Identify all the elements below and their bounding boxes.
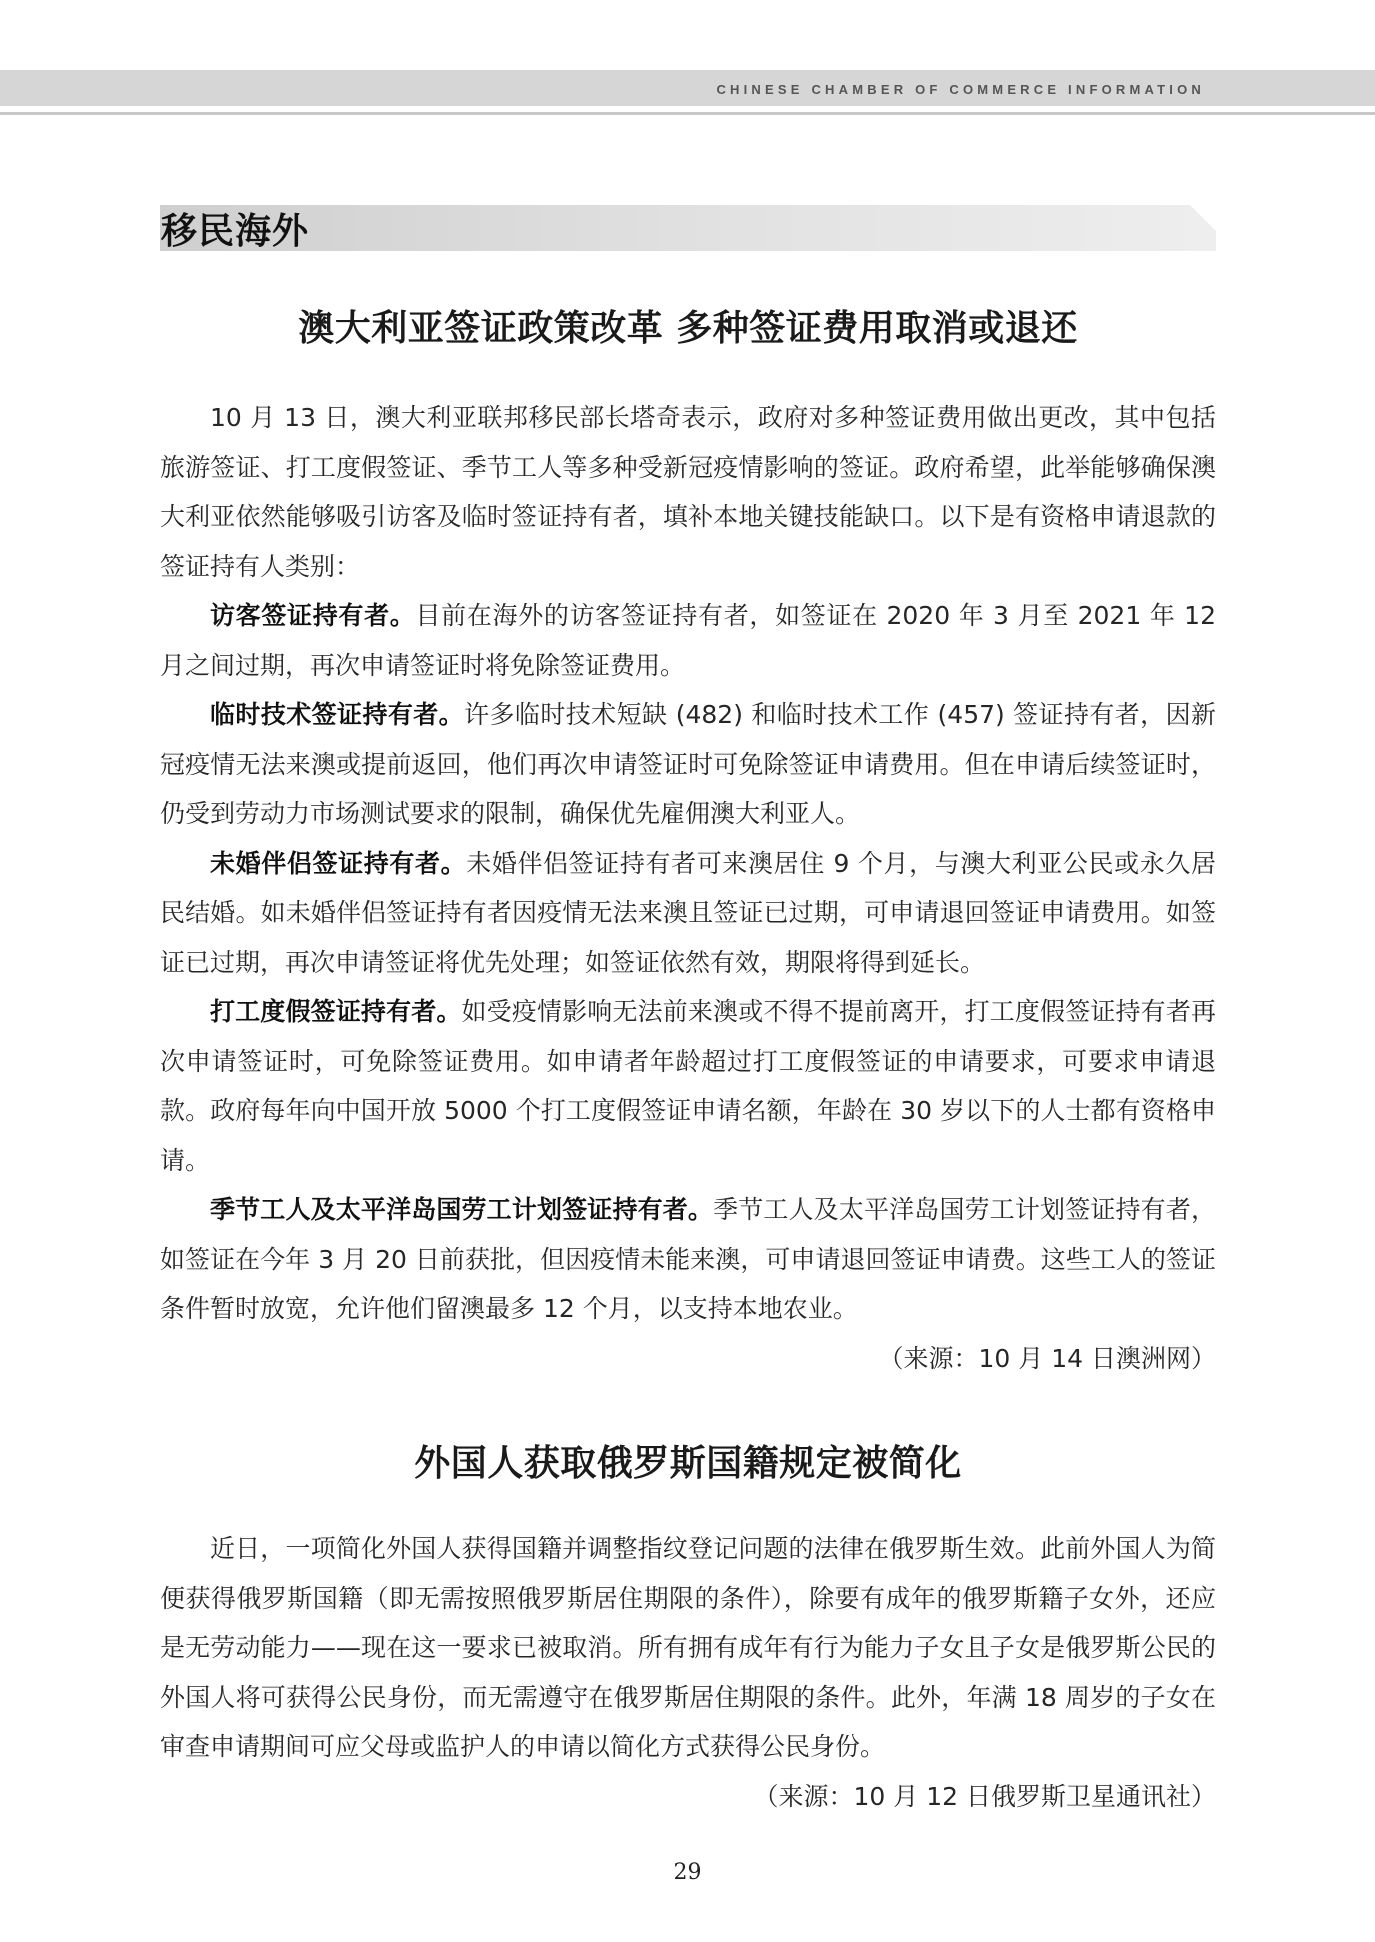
section-title: 移民海外 [161,211,310,252]
list-item [160,987,1216,1185]
item-lead: 未婚伴侣签证持有者。 [210,848,467,878]
article-australia-visa [160,300,1216,1383]
article-title: 外国人获取俄罗斯国籍规定被简化 [414,1443,962,1484]
item-lead: 打工度假签证持有者。 [210,997,462,1026]
item-text: 季节工人及太平洋岛国劳工计划签证持有者，如签证在今年 3 月 20 日前获批，但因疫情未能来澳，可申请退回签证申请费。这些工人的签证条件暂时放宽，允许他们留澳最多 12 个月，以支持本地农业。 [160,1195,1216,1323]
item-text: 目前在海外的访客签证持有者，如签证在 2020 年 3 月至 2021 年 12 月之间过期，再次申请签证时将免除签证费用。 [160,601,1216,680]
item-text: 许多临时技术短缺 (482) 和临时技术工作 (457) 签证持有者，因新冠疫情无法来澳或提前返回，他们再次申请签证时可免除签证申请费用。但在申请后续签证时，仍受到劳动力市场测试要求的限制，确保优先雇佣澳大利亚人。 [160,700,1216,828]
list-item [160,690,1216,839]
item-lead: 临时技术签证持有者。 [210,700,465,729]
item-text: 如受疫情影响无法前来澳或不得不提前离开，打工度假签证持有者再次申请签证时，可免除签证费用。如申请者年龄超过打工度假签证的申请要求，可要求申请退款。政府每年向中国开放 5000 个打工度假签证申请名额，年龄在 30 岁以下的人士都有资格申请。 [160,997,1216,1175]
article-source: （来源：10 月 14 日澳洲网） [878,1343,1216,1373]
item-lead: 访客签证持有者。 [210,601,416,630]
article-intro: 10 月 13 日，澳大利亚联邦移民部长塔奇表示，政府对多种签证费用做出更改，其中包括旅游签证、打工度假签证、季节工人等多种受新冠疫情影响的签证。政府希望，此举能够确保澳大利亚依然能够吸引访客及临时签证持有者，填补本地关键技能缺口。以下是有资格申请退款的签证持有人类别： [160,403,1216,581]
list-item [160,1185,1216,1334]
article-source: （来源：10 月 12 日俄罗斯卫星通讯社） [753,1781,1216,1811]
list-item [160,591,1216,690]
section-banner [160,205,1216,251]
item-text: 未婚伴侣签证持有者可来澳居住 9 个月，与澳大利亚公民或永久居民结婚。如未婚伴侣签证持有者因疫情无法来澳且签证已过期，可申请退回签证申请费用。如签证已过期，再次申请签证将优先处理；如签证依然有效，期限将得到延长。 [160,848,1216,977]
article-body: 近日，一项简化外国人获得国籍并调整指纹登记问题的法律在俄罗斯生效。此前外国人为简便获得俄罗斯国籍（即无需按照俄罗斯居住期限的条件），除要有成年的俄罗斯籍子女外，还应是无劳动能力——现在这一要求已被取消。所有拥有成年有行为能力子女且子女是俄罗斯公民的外国人将可获得公民身份，而无需遵守在俄罗斯居住期限的条件。此外，年满 18 周岁的子女在审查申请期间可应父母或监护人的申请以简化方式获得公民身份。 [160,1534,1216,1761]
article-russia-citizenship [160,1435,1216,1821]
running-title: CHINESE CHAMBER OF COMMERCE INFORMATION [716,82,1205,97]
page-number: 29 [673,1860,702,1885]
article-title: 澳大利亚签证政策改革 多种签证费用取消或退还 [298,308,1078,349]
item-lead: 季节工人及太平洋岛国劳工计划签证持有者。 [210,1195,714,1224]
header-divider [0,112,1375,115]
list-item [160,839,1216,988]
